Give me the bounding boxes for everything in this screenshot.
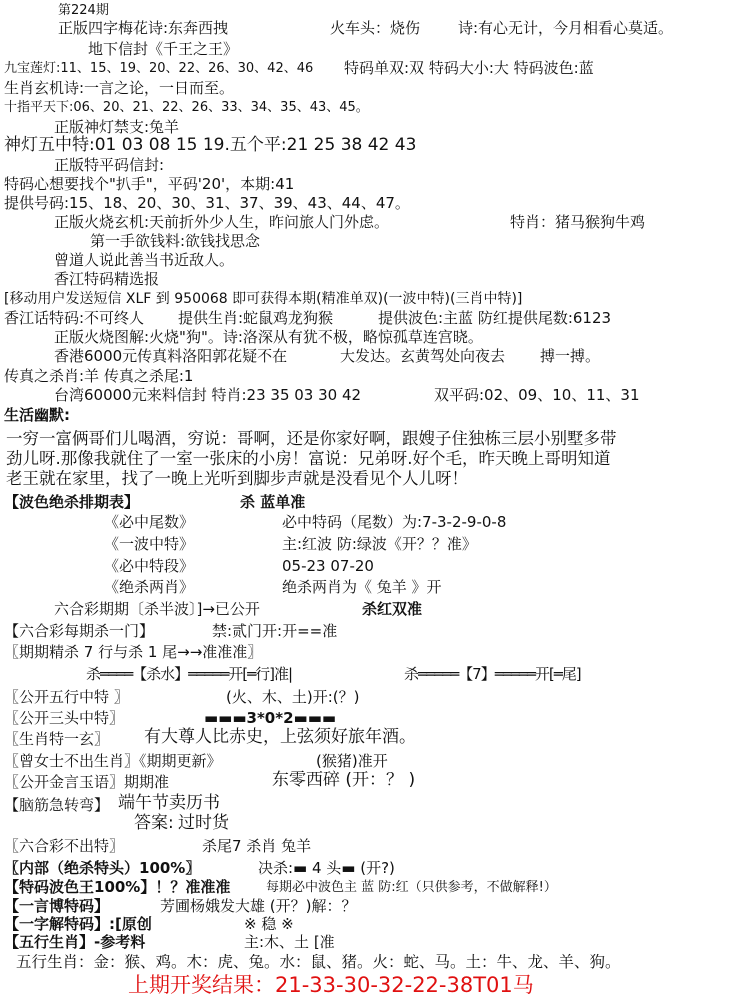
one-char-special-label: 【一字解特码】:[原创: [4, 915, 152, 933]
five-element-zodiac-value: 主:木、土 [准: [244, 933, 335, 951]
hk-words: 香江话特码:不可终人: [4, 309, 145, 327]
must-tail-label: 《必中尾数》: [104, 513, 195, 531]
kill-row-a: 杀════【杀水】═════开[═行]准|: [86, 665, 293, 683]
ms-zeng-label: 〖曾女士不出生肖〗《期期更新》: [4, 752, 222, 770]
double-flat: 双平码:02、09、10、11、31: [434, 386, 640, 404]
kill-one-door-value: 禁:贰门开:开==准: [212, 622, 338, 640]
train-head: 火车头：烧伤: [330, 19, 421, 37]
one-wave-label: 《一波中特》: [104, 535, 195, 553]
provided-wave: 提供波色:主蓝 防红提供尾数:6123: [378, 309, 612, 327]
one-char-special-value: ※ 稳 ※: [244, 915, 294, 933]
kill-two-label: 《绝杀两肖》: [104, 578, 195, 596]
special-zodiac: 特肖：猪马猴狗牛鸡: [510, 213, 646, 231]
joke-line-2: 劲儿呀.那像我就住了一室一张床的小房！富说：兄弟呀.好个毛，昨天晚上哥明知道: [6, 449, 611, 468]
one-word-special-value: 芳圃杨娥发大雄 (开？)解：？: [160, 897, 357, 915]
one-word-special-label: 【一言博特码】: [4, 897, 110, 915]
provided-zodiac: 提供生肖:蛇鼠鸡龙狗猴: [178, 309, 334, 327]
sms-promo: [移动用户发送短信 XLF 到 950068 即可获得本期(精准单双)(一波中特)(三肖中特)]: [4, 291, 523, 307]
hk-fax-a: 香港6000元传真料洛阳郭花疑不在: [54, 347, 288, 365]
one-wave-value: 主:红波 防:绿波《开？？准》: [282, 535, 477, 553]
taiwan-envelope: 台湾60000元来料信封 特肖:23 35 03 30 42: [54, 386, 362, 404]
wave-table-title: 【波色绝杀排期表】: [4, 493, 140, 511]
three-head-value: ▬▬▬3*0*2▬▬▬: [204, 709, 337, 727]
wave-table-kill: 杀 蓝单准: [240, 493, 306, 511]
three-head-label: 〖公开三头中特〗: [4, 709, 125, 727]
kill-one-door: 【六合彩每期杀一门】: [4, 622, 155, 640]
joke-line-1: 一穷一富俩哥们儿喝酒，穷说：哥啊，还是你家好啊，跟嫂子住独栋三层小别墅多带: [6, 429, 617, 448]
train-poem: 诗:有心无计，今月相看心莫适。: [458, 19, 674, 37]
humor-title: 生活幽默:: [4, 406, 70, 424]
kill-half-wave-value: 杀红双准: [362, 600, 423, 618]
kill-two-value: 绝杀两肖为《 兔羊 》开: [282, 578, 442, 596]
zodiac-poem: 生肖玄机诗:一言之论，一日而至。: [4, 79, 235, 97]
last-draw-result: 上期开奖结果：21-33-30-32-22-38T01马: [128, 973, 534, 997]
flat-code-envelope: 正版特平码信封:: [54, 156, 165, 174]
brain-teaser-answer: 过时货: [178, 813, 229, 833]
internal-kill-label: 〖内部（绝杀特头）100%〗: [4, 859, 201, 877]
no-special-label: 〖六合彩不出特〗: [4, 837, 125, 855]
ms-zeng-value: (猴猪)准开: [316, 752, 388, 770]
fax-kill: 传真之杀肖:羊 传真之杀尾:1: [4, 367, 194, 385]
zodiac-riddle-label: 〖生肖特一玄〗: [4, 730, 110, 748]
kill-half-wave: 六合彩期期〔杀半波〕]→已公开: [54, 600, 260, 618]
kill-row-b: 杀═════【7】═════开[═尾]: [404, 665, 581, 683]
lamp-five-special: 神灯五中特:01 03 08 15 19.五个平:21 25 38 42 43: [4, 135, 417, 155]
joke-line-3: 老王就在家里，找了一晚上光听到脚步声就是没看见个人儿呀！: [6, 469, 468, 488]
golden-words-label: 〖公开金言玉语〗期期准: [4, 773, 170, 791]
wave-king-value: 每期必中波色主 蓝 防:红（只供参考，不做解释!）: [266, 880, 557, 895]
fire-diagram: 正版火烧图解:火烧"狗"。诗:洛深从有犹不极，略惊孤草连宫晓。: [54, 328, 483, 346]
must-tail-value: 必中特码（尾数）为:7-3-2-9-0-8: [282, 513, 507, 531]
issue-number: 第224期: [58, 3, 109, 18]
provided-numbers: 提供号码:15、18、20、30、31、37、39、43、44、47。: [4, 194, 410, 212]
five-element-zodiac-label: 【五行生肖】-参考料: [4, 933, 146, 951]
must-segment-label: 《必中特段》: [104, 557, 195, 575]
hk-fax-b: 大发达。玄黄驾处向夜去: [340, 347, 506, 365]
plum-poem: 正版四字梅花诗:东奔西拽: [58, 19, 229, 37]
internal-kill-value: 决杀:▬ 4 头▬ (开?): [258, 859, 395, 877]
pickpocket-hint: 特码心想要找个"扒手"，平码'20'，本期:41: [4, 175, 295, 193]
brain-teaser-answer-label: 答案:: [134, 813, 174, 833]
zodiac-riddle-value: 有大尊人比赤史，上弦须好旅年酒。: [144, 727, 416, 747]
brain-teaser-question: 端午节卖历书: [118, 793, 220, 813]
brain-teaser-label: 【脑筋急转弯】: [4, 796, 110, 814]
five-element-label: 〖公开五行中特 〗: [4, 688, 129, 706]
fire-mystery: 正版火烧玄机:天前折外少人生，昨问旅人门外虑。: [54, 213, 390, 231]
no-special-value: 杀尾7 杀肖 兔羊: [202, 837, 312, 855]
wave-king-label: 【特码波色王100%】！？准准准: [4, 878, 231, 896]
ten-fingers: 十指平天下:06、20、21、22、26、33、34、35、43、45。: [4, 100, 369, 115]
hk-fax-c: 搏一搏。: [540, 347, 601, 365]
golden-words-value: 东零西碎 (开：？ ): [272, 770, 416, 790]
special-code-props: 特码单双:双 特码大小:大 特码波色:蓝: [344, 59, 594, 77]
underground-envelope: 地下信封《千王之王》: [88, 40, 239, 58]
five-element-zodiac-line: 五行生肖：金：猴、鸡。木：虎、兔。水：鼠、猪。火：蛇、马。土：牛、龙、羊、狗。: [16, 953, 621, 971]
five-element-value: (火、木、土)开:(？): [226, 688, 360, 706]
must-segment-value: 05-23 07-20: [282, 557, 374, 575]
taoist-saying: 曾道人说此善当书近敌人。: [54, 251, 235, 269]
hk-report: 香江特码精选报: [54, 270, 160, 288]
lamp-forbidden: 正版神灯禁支:兔羊: [54, 118, 180, 136]
nine-lotus-lamp: 九宝莲灯:11、15、19、20、22、26、30、42、46: [4, 61, 314, 76]
money-material: 第一手欲钱料:欲钱找思念: [90, 232, 261, 250]
kill-element-tail: 〖期期精杀 7 行与杀 1 尾→→准准准〗: [4, 643, 263, 661]
